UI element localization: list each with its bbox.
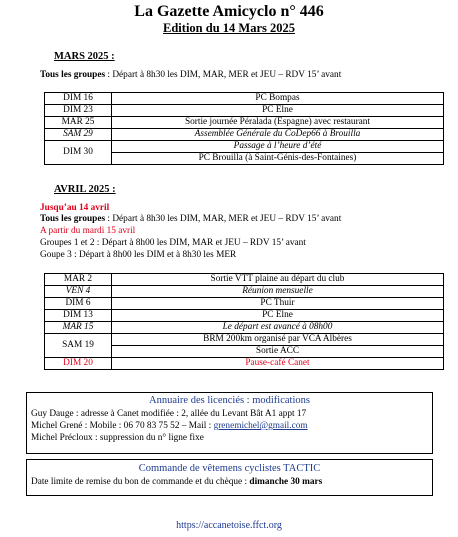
edition-date: Edition du 14 Mars 2025 [163,21,295,35]
row-date: MAR 2 [45,274,112,286]
row-event: PC Elne [112,310,444,322]
row-date: MAR 15 [45,322,112,334]
avril-schedule-table [44,273,444,370]
row-event: Pause-café Canet [112,358,444,370]
table-row [45,358,444,370]
row-date: DIM 23 [45,105,112,117]
table-row [45,298,444,310]
mars-heading: MARS 2025 : [54,51,115,62]
avril-group-3: Goupe 3 : Départ à 8h00 les DIM et à 8h30 les MER [40,250,237,260]
row-date: MAR 25 [45,117,112,129]
row-event: PC Thuir [112,298,444,310]
row-event: Assemblée Générale du CoDep66 à Brouilla [112,129,444,141]
table-row [45,286,444,298]
row-date: SAM 19 [45,334,112,358]
row-date: DIM 6 [45,298,112,310]
mars-groups-label: Tous les groupes [40,70,106,80]
table-row [45,310,444,322]
row-event: BRM 200km organisé par VCA Albères [112,334,444,346]
avril-groups-line [40,214,341,224]
row-event: Sortie VTT plaine au départ du club [112,274,444,286]
licencies-line-dauge: Guy Dauge : adresse à Canet modifiée : 2, allée du Levant Bât A1 appt 17 [31,409,307,419]
commande-box [26,459,433,496]
commande-heading: Commande de vêtemens cyclistes TACTIC [138,463,321,474]
row-event: PC Elne [112,105,444,117]
row-date: VEN 4 [45,286,112,298]
row-event: PC Bompas [112,93,444,105]
table-row [45,322,444,334]
table-row [45,105,444,117]
row-date: DIM 16 [45,93,112,105]
avril-groups-1-2: Groupes 1 et 2 : Départ à 8h00 les DIM, MAR et JEU – RDV 15’ avant [40,238,306,248]
row-date: DIM 20 [45,358,112,370]
row-date: SAM 29 [45,129,112,141]
table-row [45,334,444,346]
row-date: DIM 13 [45,310,112,322]
table-row [45,141,444,153]
grene-mobile-text: Michel Grené : Mobile : 06 70 83 75 52 – Mail : [31,421,214,431]
row-date: DIM 30 [45,141,112,165]
avril-groups-text: : Départ à 8h30 les DIM, MAR, MER et JEU – RDV 15’ avant [105,214,342,224]
row-event: Sortie journée Péralada (Espagne) avec restaurant [112,117,444,129]
table-row [45,129,444,141]
table-row [45,93,444,105]
commande-deadline-line [31,477,432,487]
mars-schedule-table [44,92,444,165]
commande-deadline-text: Date limite de remise du bon de commande et du chèque : [31,477,250,487]
row-event: Le départ est avancé à 08h00 [112,322,444,334]
gazette-title: La Gazette Amicyclo n° 446 [134,3,324,20]
avril-until: Jusqu’au 14 avril [40,203,110,213]
grene-email-link[interactable]: grenemichel@gmail.com [213,421,308,431]
commande-deadline-date: dimanche 30 mars [249,477,323,487]
licencies-box [26,392,433,454]
licencies-line-precloux: Michel Précloux : suppression du n° ligne fixe [31,433,204,443]
table-row [45,274,444,286]
row-event: PC Brouilla (à Saint-Génis-des-Fontaines) [112,153,444,165]
club-website-link[interactable]: https://accanetoise.ffct.org [176,520,282,531]
licencies-line-grene [31,421,432,431]
avril-heading: AVRIL 2025 : [54,184,116,195]
table-row [45,117,444,129]
avril-groups-label: Tous les groupes [40,214,106,224]
avril-from: A partir du mardi 15 avril [40,226,136,236]
row-event: Réunion mensuelle [112,286,444,298]
row-event: Sortie ACC [112,346,444,358]
mars-groups-line [40,70,341,80]
mars-groups-text: : Départ à 8h30 les DIM, MAR, MER et JEU – RDV 15’ avant [105,70,342,80]
licencies-heading: Annuaire des licenciés : modifications [149,395,310,406]
row-event: Passage à l’heure d’été [112,141,444,153]
